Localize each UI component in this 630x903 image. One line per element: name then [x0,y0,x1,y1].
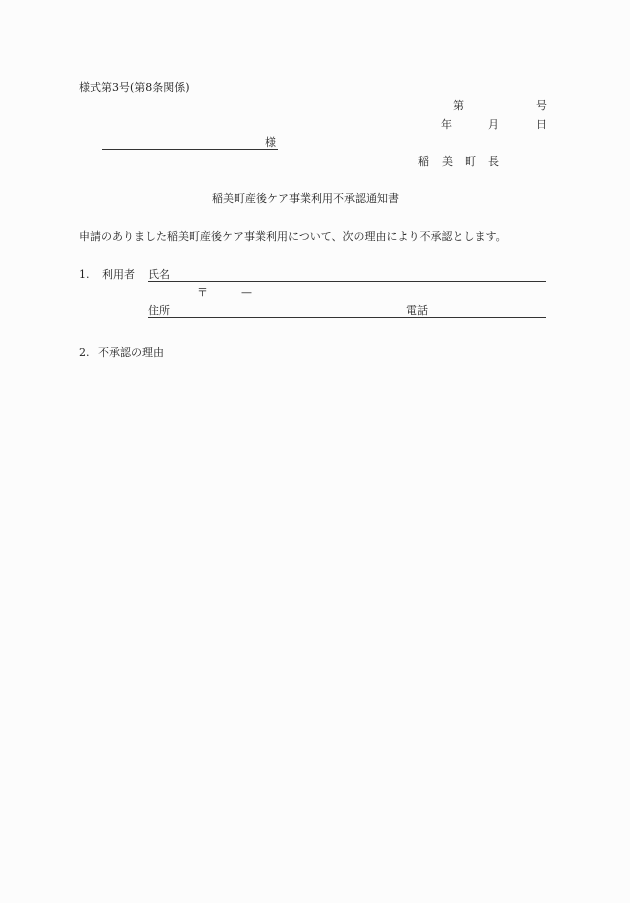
date-month: 月 [488,118,499,131]
issuer-char-4: 長 [488,155,499,168]
document-title: 稲美町産後ケア事業利用不承認通知書 [212,192,399,205]
postal-dash: — [241,286,252,299]
addressee-underline [102,149,278,150]
body-text: 申請のありました稲美町産後ケア事業利用について、次の理由により不承認とします。 [79,230,507,243]
postal-mark: 〒 [197,286,208,299]
issuer-char-2: 美 [442,155,453,168]
section1-label: 利用者 [102,268,135,281]
date-day: 日 [536,118,547,131]
name-label: 氏名 [148,268,170,281]
addressee-honorific: 様 [265,136,276,149]
name-underline [148,281,546,282]
address-label: 住所 [148,304,170,317]
issuer-char-1: 稲 [418,155,429,168]
section2-number: 2. [79,346,90,359]
number-prefix: 第 [453,99,464,112]
section2-label: 不承認の理由 [98,346,164,359]
form-label: 様式第3号(第8条関係) [79,81,190,94]
issuer-char-3: 町 [465,155,476,168]
section1-number: 1. [79,268,90,281]
date-year: 年 [441,118,452,131]
number-suffix: 号 [536,99,547,112]
phone-label: 電話 [406,304,428,317]
address-underline [148,317,546,318]
